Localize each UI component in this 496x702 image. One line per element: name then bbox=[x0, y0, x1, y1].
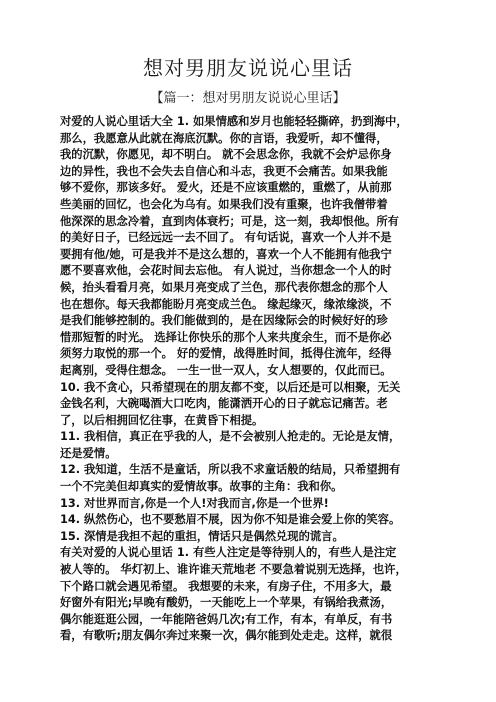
body-text-line: 13. 对世界而言,你是一个人!对我而言,你是一个世界! bbox=[60, 496, 329, 510]
body-text-line: 候，抬头看看月亮，如果月亮变成了兰色，那代表你想念的那个人 bbox=[60, 280, 388, 294]
body-text-line: 下个路口就会遇见希望。 我想要的未来，有房子住，不用多大，最 bbox=[60, 579, 392, 593]
document-body bbox=[60, 114, 440, 645]
body-text-line: 11. 我相信，真正在乎我的人，是不会被别人抢走的。无论是友情， bbox=[60, 430, 401, 444]
body-text-line: 惜那短暂的时光。 选择让你快乐的那个人来共度余生，而不是你必 bbox=[60, 330, 392, 344]
body-text-line: 看，有歌听;朋友偶尔奔过来聚一次，偶尔能到处走走。这样，就很 bbox=[60, 629, 393, 643]
body-text-line: 对爱的人说心里话大全 1. 如果情感和岁月也能轻轻撕碎，扔到海中， bbox=[60, 115, 408, 128]
body-text-line: 10. 我不贪心，只希望现在的朋友都不变，以后还是可以相聚，无关 bbox=[60, 380, 401, 394]
document-subtitle: 【篇一：想对男朋友说说心里话】 bbox=[150, 91, 346, 106]
body-text-line: 好窗外有阳光;早晚有酸奶，一天能吃上一个苹果，有锅给我煮汤， bbox=[60, 596, 393, 610]
body-text-line: 是我们能够控制的。我们能做到的，是在因缘际会的时候好好的珍 bbox=[60, 314, 388, 328]
body-text-line: 愿不要喜欢他，会花时间去忘他。 有人说过，当你想念一个人的时 bbox=[60, 264, 392, 278]
document-title: 想对男朋友说说心里话 bbox=[143, 56, 353, 80]
body-text-line: 一个不完美但却真实的爱情故事。故事的主角：我和你。 bbox=[60, 480, 343, 494]
body-text-line: 够不爱你，那该多好。 爱火，还是不应该重燃的，重燃了，从前那 bbox=[60, 181, 392, 195]
body-text-line: 那么，我愿意从此就在海底沉默。你的言语，我爱听，却不懂得， bbox=[60, 131, 388, 145]
body-text-line: 被人等的。 华灯初上、谁许谁天荒地老 不要急着说别无选择，也许， bbox=[60, 563, 407, 577]
body-text-line: 金钱名利，大碗喝酒大口吃肉，能潇洒开心的日子就忘记痛苦。老 bbox=[60, 397, 388, 411]
body-text-line: 了，以后相拥回忆往事，在黄昏下相提。 bbox=[60, 413, 264, 427]
body-text-line: 有关对爱的人说心里话 1. 有些人注定是等待别人的，有些人是注定 bbox=[60, 546, 397, 560]
body-text-line: 偶尔能逛逛公园，一年能陪爸妈几次;有工作，有本，有单反，有书 bbox=[60, 612, 393, 626]
body-text-line: 还是爱情。 bbox=[60, 446, 117, 460]
body-text-line: 边的异性，我也不会失去自信心和斗志，我更不会痛苦。如果我能 bbox=[60, 164, 388, 178]
body-text-line: 14. 纵然伤心，也不要愁眉不展，因为你不知是谁会爱上你的笑容。 bbox=[60, 513, 401, 527]
body-text-line: 的美好日子，已经远远一去不回了。 有句话说，喜欢一个人并不是 bbox=[60, 231, 392, 245]
body-text-line: 15. 深情是我担不起的重担，情话只是偶然兑现的谎言。 bbox=[60, 529, 344, 543]
body-text-line: 我的沉默，你愿见，却不明白。 就不会思念你，我就不会炉忌你身 bbox=[60, 148, 392, 162]
body-text-line: 起离别，受得住想念。 一生一世一双人，女人想要的，仅此而已。 bbox=[60, 363, 392, 377]
body-text-line: 12. 我知道，生活不是童话，所以我不求童话般的结局，只希望拥有 bbox=[60, 463, 401, 477]
body-text-line: 他深深的思念冷着，直到肉体衰朽；可是，这一刻，我却恨他。所有 bbox=[60, 214, 399, 228]
body-text-line: 些美丽的回忆，也会化为乌有。如果我们没有重聚，也许我僧带着 bbox=[60, 197, 388, 211]
body-text-line: 也在想你。每天我都能盼月亮变成兰色。 缘起缘灭，缘浓缘淡，不 bbox=[60, 297, 392, 311]
body-text-line: 要拥有他/她，可是我并不是这么想的，喜欢一个人不能拥有他我宁 bbox=[60, 247, 392, 261]
body-text-line: 须努力取悦的那一个。 好的爱情，战得胜时间，抵得住流年，经得 bbox=[60, 347, 392, 361]
